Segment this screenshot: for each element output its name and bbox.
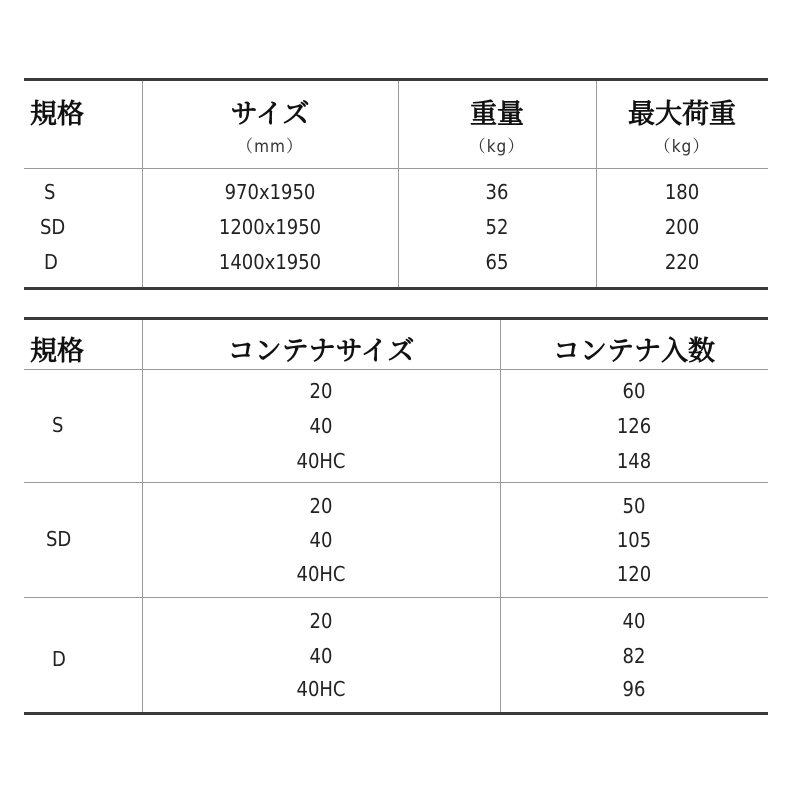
cell-container-size: 40HC xyxy=(296,562,346,586)
header-divider xyxy=(24,369,768,370)
cell-max-load: 220 xyxy=(664,250,700,274)
header-spec: 規格 xyxy=(30,99,84,130)
cell-container-qty: 96 xyxy=(622,677,646,701)
header-size-unit: （mm） xyxy=(236,137,304,157)
group-divider xyxy=(24,482,768,483)
header-max-load: 最大荷重 xyxy=(628,99,736,130)
cell-container-qty: 60 xyxy=(622,379,646,403)
header-max-load-unit: （kg） xyxy=(653,137,711,157)
cell-size: 1200x1950 xyxy=(218,215,322,239)
cell-spec: SD xyxy=(40,215,66,239)
table-top-rule xyxy=(24,317,768,320)
cell-container-size: 20 xyxy=(309,609,333,633)
cell-container-qty: 126 xyxy=(616,414,652,438)
cell-weight: 65 xyxy=(485,250,509,274)
cell-container-qty: 120 xyxy=(616,562,652,586)
cell-container-qty: 148 xyxy=(616,449,652,473)
cell-spec: SD xyxy=(46,527,72,551)
table-bottom-rule xyxy=(24,712,768,715)
group-divider xyxy=(24,597,768,598)
cell-container-qty: 50 xyxy=(622,494,646,518)
header-weight: 重量 xyxy=(470,99,524,130)
cell-container-qty: 82 xyxy=(622,644,646,668)
header-spec: 規格 xyxy=(30,336,84,367)
cell-container-size: 40 xyxy=(309,528,333,552)
table-bottom-rule xyxy=(24,287,768,290)
header-container-qty: コンテナ入数 xyxy=(553,336,715,367)
cell-container-size: 40HC xyxy=(296,677,346,701)
header-weight-unit: （kg） xyxy=(468,137,526,157)
cell-spec: S xyxy=(44,180,56,204)
cell-spec: D xyxy=(52,647,66,671)
cell-container-qty: 40 xyxy=(622,609,646,633)
cell-container-size: 20 xyxy=(309,379,333,403)
cell-container-size: 40 xyxy=(309,414,333,438)
cell-container-size: 20 xyxy=(309,494,333,518)
header-divider xyxy=(24,168,768,169)
cell-weight: 36 xyxy=(485,180,509,204)
container-table xyxy=(24,317,768,715)
header-container-size: コンテナサイズ xyxy=(227,336,415,367)
cell-spec: D xyxy=(44,250,58,274)
cell-spec: S xyxy=(52,413,64,437)
cell-max-load: 180 xyxy=(664,180,700,204)
header-size: サイズ xyxy=(230,99,310,130)
cell-size: 1400x1950 xyxy=(218,250,322,274)
cell-container-size: 40 xyxy=(309,644,333,668)
cell-max-load: 200 xyxy=(664,215,700,239)
table-top-rule xyxy=(24,78,768,81)
cell-container-qty: 105 xyxy=(616,528,652,552)
cell-size: 970x1950 xyxy=(224,180,316,204)
cell-weight: 52 xyxy=(485,215,509,239)
cell-container-size: 40HC xyxy=(296,449,346,473)
spec-table xyxy=(24,78,768,290)
